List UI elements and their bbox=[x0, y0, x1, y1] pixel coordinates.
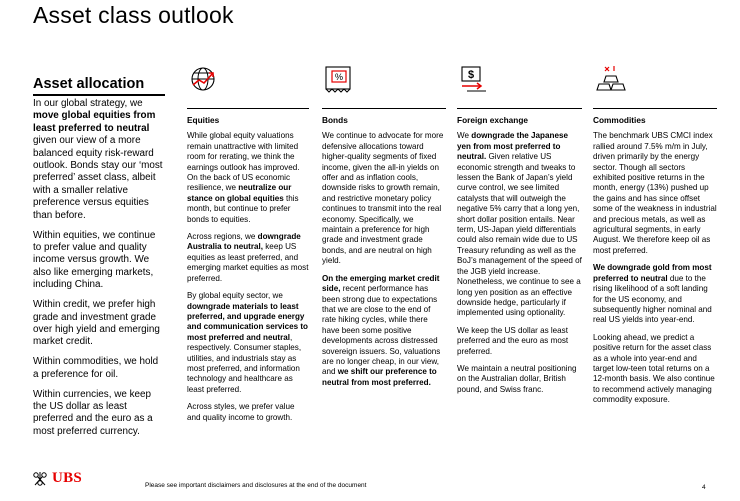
commodities-paragraph-3-run: Looking ahead, we predict a positive return for the asset class as a whole into year-end and target low-teen total returns on a 12-month basis. We also continue to recommend actively managing commodity exposure. bbox=[593, 332, 715, 405]
bonds-paragraph-2-run: recent performance has been strong due to expectations that we are close to the end of rate hiking cycles, while there have been some positive developments across distressed sovereign issuers. So, valuations are no longer cheap, in our view, and bbox=[322, 284, 441, 377]
footer-disclaimer: Please see important disclaimers and disclosures at the end of the document bbox=[145, 482, 367, 489]
equities-paragraph-1-run: this month, but continue to prefer bonds to equities. bbox=[187, 193, 299, 224]
bonds-column bbox=[322, 64, 446, 395]
ubs-logo-text: UBS bbox=[52, 470, 83, 486]
bonds-divider bbox=[322, 108, 446, 109]
equities-paragraph-1 bbox=[187, 131, 309, 225]
commodities-column bbox=[593, 64, 717, 413]
commodities-paragraph-1 bbox=[593, 131, 717, 256]
asset-allocation-paragraph-5: Within currencies, we keep the US dollar as least preferred and the euro as a most preferred currency. bbox=[33, 388, 153, 437]
equities-paragraph-3 bbox=[187, 291, 309, 395]
asset-allocation-paragraph-1-run: given our view of a more balanced equity risk-reward outlook. Bonds stay our ‘most preferred’ asset class, albeit with a smaller relative preference versus equities than before. bbox=[33, 135, 163, 221]
asset-allocation-divider bbox=[33, 94, 165, 96]
asset-allocation-paragraph-4: Within commodities, we hold a preference for oil. bbox=[33, 356, 159, 380]
svg-text:$: $ bbox=[467, 69, 475, 81]
bonds-paragraph-2 bbox=[322, 274, 446, 388]
equities-paragraph-2-run: downgrade Australia to neutral, bbox=[187, 232, 301, 252]
commodities-paragraph-2-run: due to the rising likelihood of a soft landing for the US economy, and subsequently higher nominal and real US yields into year-end. bbox=[593, 273, 712, 325]
equities-paragraph-4 bbox=[187, 402, 309, 423]
foreign-exchange-divider bbox=[457, 108, 582, 109]
commodities-title: Commodities bbox=[593, 115, 646, 125]
foreign-exchange-paragraph-3-run: We maintain a neutral positioning on the Australian dollar, British pound, and Swiss franc. bbox=[457, 363, 577, 394]
commodities-paragraph-3 bbox=[593, 333, 717, 406]
equities-paragraph-3-run: By global equity sector, we bbox=[187, 291, 283, 301]
foreign-exchange-column bbox=[457, 64, 582, 402]
equities-column bbox=[187, 64, 309, 430]
equities-paragraph-2-run: Across regions, we bbox=[187, 232, 258, 242]
equities-title: Equities bbox=[187, 115, 220, 125]
foreign-exchange-body bbox=[457, 131, 582, 395]
equities-paragraph-3-run: downgrade materials to least preferred, and upgrade energy and communication services to most preferred and neutral bbox=[187, 301, 308, 342]
asset-allocation-paragraph-3: Within credit, we prefer high grade and investment grade over high yield and emerging market credit. bbox=[33, 299, 160, 348]
asset-allocation-title: Asset allocation bbox=[33, 76, 145, 92]
equities-paragraph-4-run: Across styles, we prefer value and quality income to growth. bbox=[187, 402, 295, 422]
commodities-paragraph-1-run: The benchmark UBS CMCI index rallied around 7.5% m/m in July, driven primarily by the energy sector. Though all sectors exhibited positive returns in the month, energy (13%) pushed up the gains and has since offset some of the weakness in industrial and precious metals, as well as agricultural segments, in early August. We therefore keep oil as most preferred. bbox=[593, 131, 717, 255]
globe-chart-icon bbox=[189, 64, 309, 94]
commodities-divider bbox=[593, 108, 717, 109]
foreign-exchange-paragraph-2-run: We keep the US dollar as least preferred and the euro as most preferred. bbox=[457, 325, 569, 356]
asset-allocation-paragraph-2: Within equities, we continue to prefer value and quality income versus growth. We also like emerging markets, including China. bbox=[33, 229, 156, 291]
bonds-paragraph-2-run: we shift our preference to neutral from most preferred. bbox=[322, 367, 437, 387]
bonds-paragraph-2-run: On the emerging market credit side, bbox=[322, 273, 440, 294]
foreign-exchange-paragraph-1 bbox=[457, 131, 582, 318]
equities-paragraph-2-run: keep US equities as least preferred, and emerging market equities as most preferred. bbox=[187, 242, 309, 283]
equities-paragraph-3-run: , respectively. Consumer staples, utilities, and industrials stay as most preferred, and information technology and healthcare as least preferred. bbox=[187, 332, 302, 394]
bonds-title: Bonds bbox=[322, 115, 348, 125]
percent-document-icon bbox=[324, 64, 446, 94]
foreign-exchange-paragraph-3 bbox=[457, 364, 582, 395]
asset-allocation-body bbox=[33, 98, 166, 446]
page-number: 4 bbox=[702, 484, 706, 491]
equities-paragraph-2 bbox=[187, 232, 309, 284]
foreign-exchange-paragraph-1-run: downgrade the Japanese yen from most preferred to neutral. bbox=[457, 131, 568, 162]
svg-text:%: % bbox=[334, 72, 344, 82]
foreign-exchange-title: Foreign exchange bbox=[457, 115, 529, 125]
equities-paragraph-1-run: While global equity valuations remain unattractive with limited room for rerating, we think the earnings outlook has improved. On the back of US economic resilience, we bbox=[187, 131, 300, 193]
commodities-paragraph-2-run: We downgrade gold from most preferred to neutral bbox=[593, 263, 712, 283]
asset-allocation-paragraph-1-run: In our global strategy, we bbox=[33, 98, 143, 109]
dollar-exchange-icon bbox=[459, 64, 582, 94]
foreign-exchange-paragraph-1-run: We bbox=[457, 131, 472, 141]
asset-allocation-paragraph-1 bbox=[33, 98, 166, 222]
bonds-paragraph-1-run: We continue to advocate for more defensive allocations toward higher-quality segments of fixed income, given the all-in yields on offer and as inflation cools, downside risks to growth remain, and restrictive monetary policy continues to transmit into the real economy. Specifically, we maintain a preference for high grade and investment grade bonds, and are neutral on high yield. bbox=[322, 131, 444, 266]
equities-divider bbox=[187, 108, 309, 109]
asset-allocation-paragraph-1-run: move global equities from least preferred to neutral bbox=[33, 110, 156, 134]
equities-body bbox=[187, 131, 309, 423]
equities-paragraph-1-run: neutralize our stance on global equities bbox=[187, 183, 292, 203]
foreign-exchange-paragraph-2 bbox=[457, 326, 582, 357]
page-title: Asset class outlook bbox=[33, 2, 234, 28]
foreign-exchange-paragraph-1-run: Given relative US economic strength and tweaks to lessen the Bank of Japan’s yield curve control, we see limited catalysts that will outweigh the negative 5% carry that a long yen, short dollar position entails. Near term, US-Japan yield differentials could also remain wide due to US Treasury refunding as well as the BoJ’s management of the speed of the JGB yield increase. Nonetheless, we continue to see a long yen position as an effective downside hedge, particularly if implemented using optionality. bbox=[457, 152, 582, 318]
bonds-body bbox=[322, 131, 446, 388]
commodities-paragraph-2 bbox=[593, 263, 717, 325]
ubs-logo bbox=[32, 470, 82, 487]
ubs-keys-icon bbox=[32, 471, 48, 487]
gold-bars-icon bbox=[595, 64, 717, 94]
commodities-body bbox=[593, 131, 717, 405]
bonds-paragraph-1 bbox=[322, 131, 446, 266]
